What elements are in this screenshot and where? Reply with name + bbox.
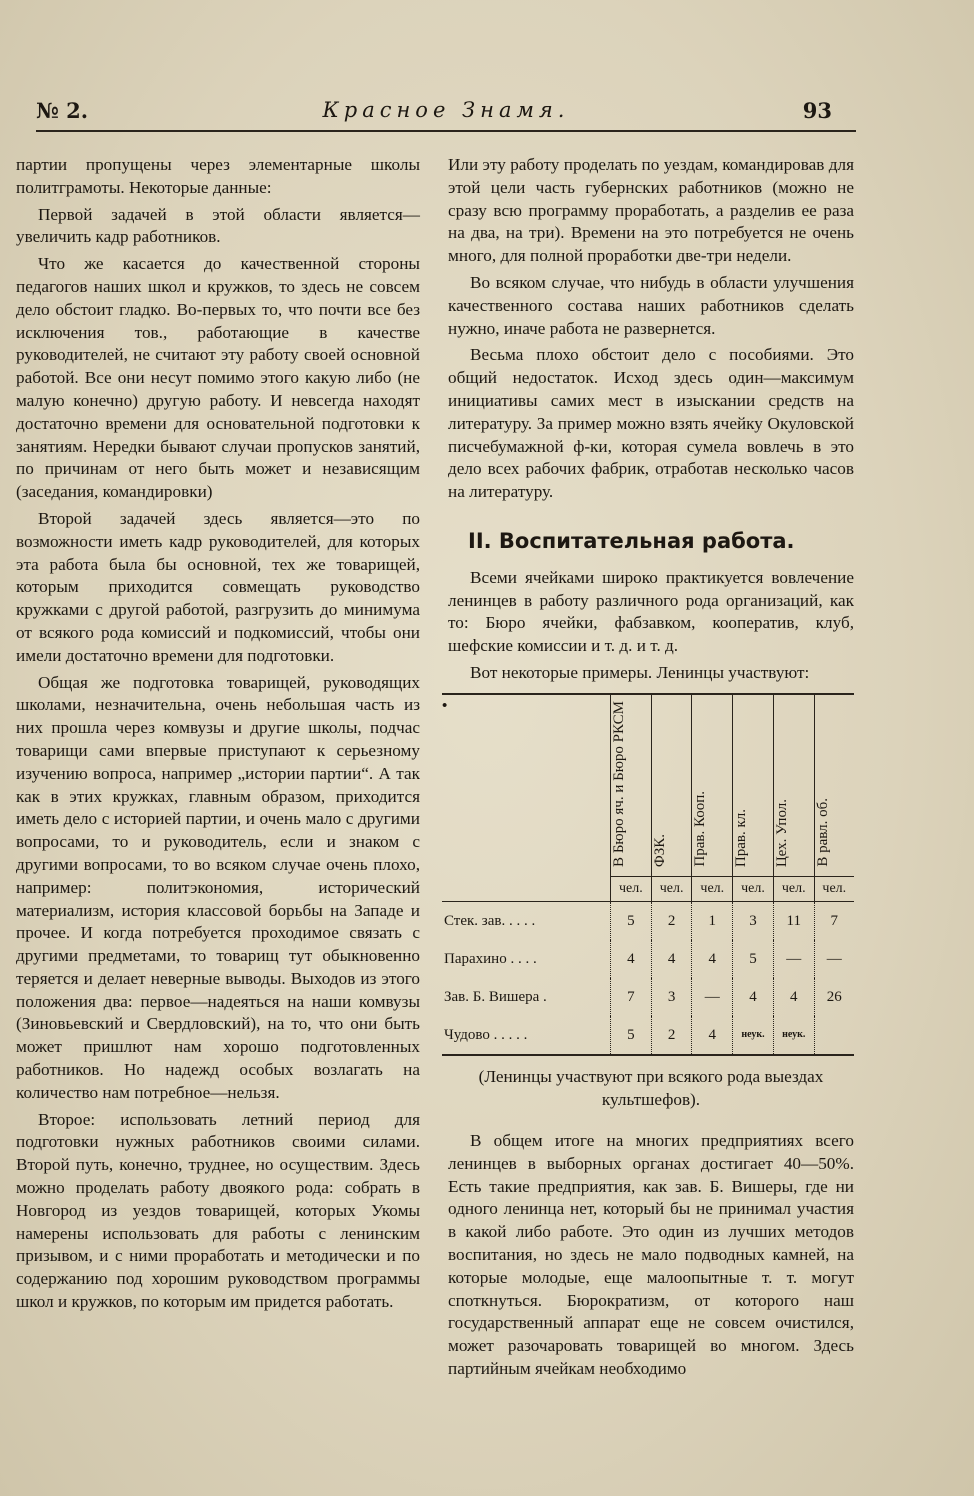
table-row <box>442 940 854 978</box>
table-cell: 4 <box>611 940 652 978</box>
column-header <box>773 694 814 877</box>
section-paragraph: Всеми ячейками широко практикуется вовлечение ленинцев в работу различного рода организаций, как то: Бюро ячейки, фабзавком, кооператив, клуб, шефские комиссии и т. д. и т. д. <box>448 567 854 656</box>
table-cell: 5 <box>611 902 652 941</box>
participation-table <box>442 693 854 1057</box>
table-cell: неук. <box>733 1016 774 1055</box>
unit-spacer <box>442 877 611 902</box>
table-cell: 4 <box>773 978 814 1016</box>
table-note: (Ленинцы участвуют при всякого рода выездах культшефов). <box>478 1067 824 1110</box>
paragraph: Второе: использовать летний период для подготовки нужных работников своими силами. Второй путь, конечно, труднее, но осуществим. Здесь можно проделать работу двоякого рода: собрать в Новгород из уездов товарищей, которых Укомы намерены использовать для работы с ленинским призывом, и с ними проработать и методически и по содержанию под хорошим руководством программы школ и кружков, по которым им придется работать. <box>16 1109 420 1312</box>
column-header-label: Цех. Упол. <box>773 798 790 867</box>
table-cell: — <box>692 978 733 1016</box>
table-cell: 4 <box>692 940 733 978</box>
column-header <box>651 694 692 877</box>
unit-cell: чел. <box>814 877 854 902</box>
column-header-label: Прав. Кооп. <box>692 791 709 867</box>
table-cell: 11 <box>773 902 814 941</box>
unit-cell: чел. <box>611 877 652 902</box>
column-header <box>611 694 652 877</box>
table-cell: — <box>814 940 854 978</box>
right-column-top <box>448 154 854 504</box>
table-cell: 4 <box>651 940 692 978</box>
left-column <box>16 154 420 1318</box>
column-header <box>692 694 733 877</box>
table-row <box>442 902 854 941</box>
unit-cell: чел. <box>692 877 733 902</box>
column-header-label: В равл. об. <box>814 798 831 867</box>
column-header-label: В Бюро яч. и Бюро РКСМ <box>611 700 627 867</box>
unit-cell: чел. <box>651 877 692 902</box>
paragraph: Весьма плохо обстоит дело с пособиями. Это общий недостаток. Исход здесь один—максимум инициативы самих мест в изыскании средств на литературу. За пример можно взять ячейку Окуловской писчебумажной ф-ки, которая сумела вовлечь в это дело всех рабочих фабрик, отработав несколько часов на литературу. <box>448 345 854 502</box>
issue-number: № 2. <box>36 98 89 123</box>
table-cell: 7 <box>814 902 854 941</box>
paragraph: партии пропущены через элементарные школы политграмоты. Некоторые данные: <box>16 155 420 197</box>
table-cell: 7 <box>611 978 652 1016</box>
right-column <box>442 154 854 1385</box>
row-label: Зав. Б. Вишера . <box>444 989 547 1006</box>
table-cell: 1 <box>692 902 733 941</box>
paragraph: Во всяком случае, что нибудь в области улучшения качественного состава наших работников сделать нужно, иначе работа не развернется. <box>448 272 854 338</box>
table-cell: 5 <box>611 1016 652 1055</box>
table-cell: неук. <box>773 1016 814 1055</box>
running-header <box>36 96 856 132</box>
table-row <box>442 978 854 1016</box>
table-cell: 2 <box>651 1016 692 1055</box>
table-cell: 2 <box>651 902 692 941</box>
table-cell <box>814 1016 854 1055</box>
table-corner: • <box>442 694 611 877</box>
column-header-label: ФЗК. <box>651 833 668 867</box>
table-intro: Вот некоторые примеры. Ленинцы участвуют: <box>470 662 810 682</box>
paragraph: Что же касается до качественной стороны педагогов наших школ и кружков, то здесь не совсем дело обстоит гладко. Во-первых то, что почти все без исключения тов., работающие в качестве руководителей, не считают эту работу своей основной работой. Все они несут помимо этого какую либо (не малую конечно) другую работу. И невсегда находят достаточно времени для основательной подготовки к занятиям. Нередки бывают случаи пропусков занятий, по причинам от него быть может и независящим (заседания, командировки) <box>16 254 420 502</box>
row-label: Стек. зав. . . . . <box>444 913 536 930</box>
column-header <box>733 694 774 877</box>
row-label: Чудово . . . . . <box>442 1016 611 1055</box>
column-header-label: Прав. кл. <box>733 808 750 867</box>
column-header <box>814 694 854 877</box>
table-cell: — <box>773 940 814 978</box>
unit-cell: чел. <box>773 877 814 902</box>
conclusion-paragraph: В общем итоге на многих предприятиях всего ленинцев в выборных органах достигает 40—50%. Есть такие предприятия, как зав. Б. Вишеры, где ни одного ленинца нет, который бы не принимал участия в какой либо работе. Это один из лучших методов воспитания, но здесь не мало подводных камней, на которые молодые, еще малоопытные т. т. могут споткнуться. Бюрократизм, от которого наш государственный аппарат еще не совсем очистился, может разочаровать товарищей во многом. Здесь партийным ячейкам необходимо <box>448 1131 854 1379</box>
table-cell: 5 <box>733 940 774 978</box>
table-row <box>442 1016 854 1055</box>
page-number: 93 <box>802 98 832 123</box>
table-cell: 3 <box>733 902 774 941</box>
paragraph: Первой задачей в этой области является—увеличить кадр работников. <box>16 204 420 247</box>
table-cell: 4 <box>692 1016 733 1055</box>
paragraph: Общая же подготовка товарищей, руководящих школами, незначительна, очень небольшая часть из них прошла через комвузы и другие школы, подчас товарищи сами впервые приступают к серьезному изучению вопроса, например „истории партии“. А так как в этих кружках, главным образом, приходится иметь дело с историей партии, и очень мало с другими вопросами, то и руководитель, если и знаком с другими вопросами, то во всяком случае очень плохо, например: политэкономия, исторический материализм, история классовой борьбы на Западе и прочее. И когда потребуется проходимое связать с другими предметами, то товарищ тут обыкновенно теряется и делает неверные выводы. Выходов из этого положения два: первое—надеяться на наши комвузы (Зиновьевский и Свердловский), на то, что они быть может пришлют нам хорошо подготовленных работников. Но надежд особых возлагать на количество нам потребное—нельзя. <box>16 672 420 1102</box>
table-cell: 4 <box>733 978 774 1016</box>
paragraph: Второй задачей здесь является—это по возможности иметь кадр руководителей, для которых эта работа была бы основной, тех же товарищей, которым приходится совмещать руководство кружками с другой работой, разгрузить до минимума от всякого рода комиссий и подкомиссий, чтобы они имели достаточно времени для подготовки. <box>16 508 420 665</box>
journal-title: Красное Знамя. <box>322 98 570 122</box>
unit-cell: чел. <box>733 877 774 902</box>
table-cell: 3 <box>651 978 692 1016</box>
table-cell: 26 <box>814 978 854 1016</box>
section-heading: II. Воспитательная работа. <box>468 528 795 553</box>
row-label: Парахино . . . . <box>444 951 537 968</box>
paragraph: Или эту работу проделать по уездам, командировав для этой цели часть губернских работников (можно не сразу всю программу проработать, а разделив ее раза на два, на три). Времени на это потребуется не очень много, для полной проработки две-три недели. <box>448 155 854 266</box>
